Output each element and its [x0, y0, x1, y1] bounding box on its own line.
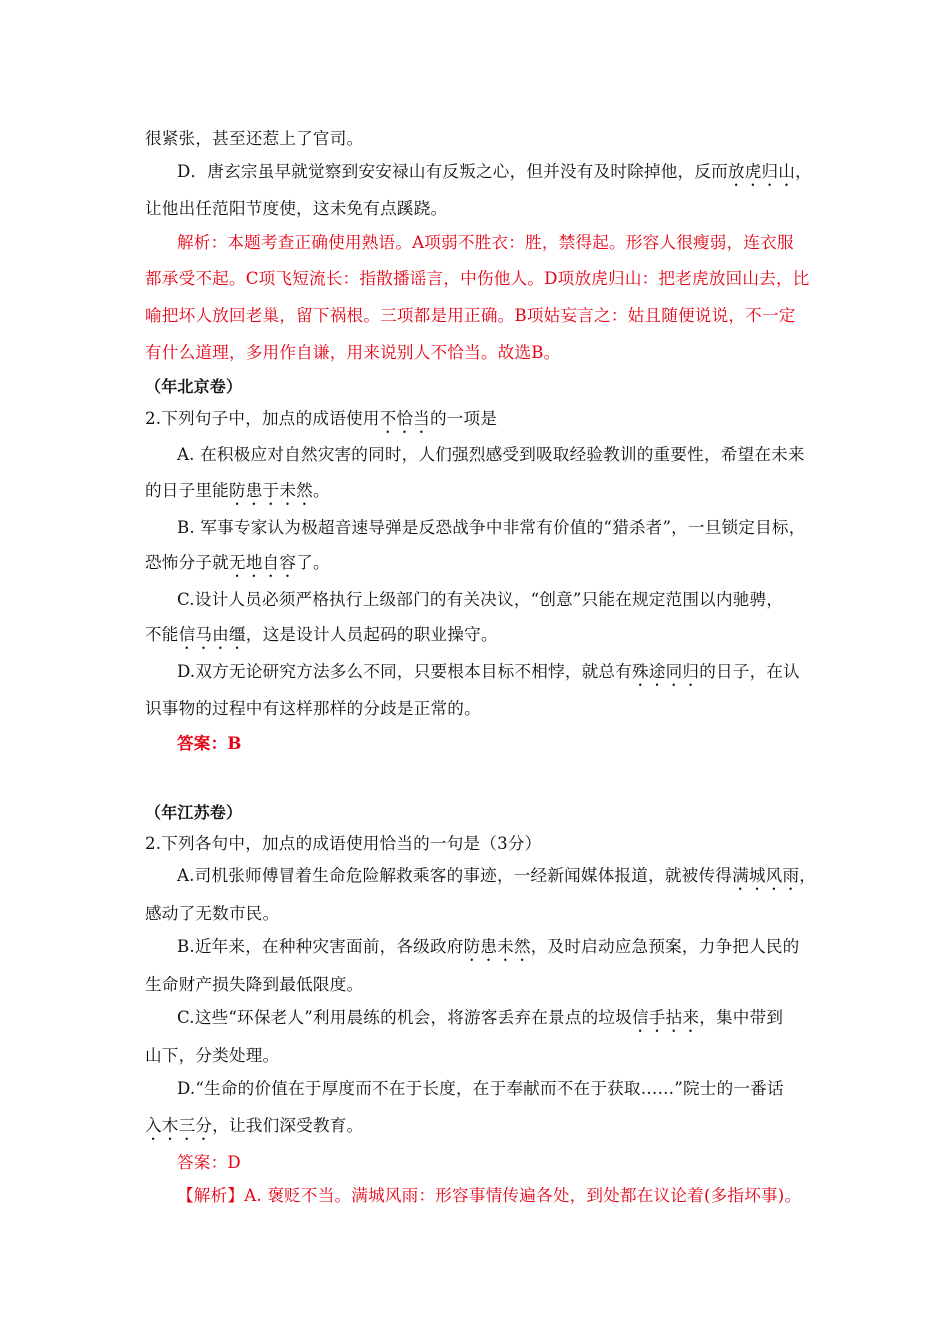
text-run: 恐怖分子就	[145, 553, 229, 572]
prev-analysis-line-1: 解析：本题考查正确使用熟语。A项弱不胜衣：胜，禁得起。形容人很瘦弱，连衣服	[177, 233, 794, 252]
text-run: ，让我们深受教育。	[212, 1116, 364, 1135]
beijing-option-d-line-2: 识事物的过程中有这样那样的分歧是正常的。	[145, 699, 481, 718]
prev-option-d-line-1	[177, 160, 812, 190]
jiangsu-question: 2.下列各句中，加点的成语使用恰当的一句是（3分）	[145, 834, 542, 853]
analysis-text: A. 褒贬不当。满城风雨：形容事情传遍各处，到处都在议论着(多指坏事)。	[244, 1186, 802, 1205]
jiangsu-option-d-line-1: D.“生命的价值在于厚度而不在于长度，在于奉献而不在于获取……”院士的一番话	[177, 1079, 784, 1098]
prev-text-line: 很紧张，甚至还惹上了官司。	[145, 129, 364, 148]
dotted-word: 不恰当	[379, 409, 430, 428]
dotted-idiom: 入木三分	[145, 1116, 213, 1135]
dotted-idiom: 信手拈来	[632, 1008, 700, 1027]
beijing-option-a-line-2	[145, 479, 330, 509]
beijing-option-c-line-2	[145, 623, 498, 653]
jiangsu-heading: （年江苏卷）	[145, 803, 243, 822]
dotted-idiom: 放虎归山	[727, 162, 796, 181]
dotted-idiom: 满城风雨	[732, 866, 800, 885]
beijing-option-d-line-1	[177, 660, 800, 690]
text-run: 了。	[296, 553, 330, 572]
prev-option-d-line-2: 让他出任范阳节度使，这未免有点蹊跷。	[145, 199, 448, 218]
prev-analysis-line-2: 都承受不起。C项飞短流长：指散播谣言，中伤他人。D项放虎归山：把老虎放回山去，比	[145, 269, 810, 288]
jiangsu-option-a-line-2: 感动了无数市民。	[145, 904, 280, 923]
jiangsu-option-c-line-1	[177, 1006, 783, 1036]
text-run: 的日子里能	[145, 481, 229, 500]
dotted-idiom: 信马由缰	[178, 625, 246, 644]
beijing-heading: （年北京卷）	[145, 377, 243, 396]
text-run: C.这些“环保老人”利用晨练的机会，将游客丢弃在景点的垃圾	[177, 1008, 632, 1027]
text-run: ，	[795, 162, 812, 181]
beijing-question	[145, 407, 497, 437]
dotted-idiom: 殊途同归	[632, 662, 700, 681]
text-run: 的一项是	[429, 409, 498, 428]
prev-analysis-line-4: 有什么道理，多用作自谦，用来说别人不恰当。故选B。	[145, 343, 561, 362]
text-run: 不能	[145, 625, 179, 644]
text-run: ，集中带到	[699, 1008, 784, 1027]
text-run: D.双方无论研究方法多么不同，只要根本目标不相悖，就总有	[177, 662, 633, 681]
dotted-idiom: 无地自容	[228, 553, 297, 572]
dotted-idiom: 防患于未然	[228, 481, 313, 500]
text-run: ，这是设计人员起码的职业操守。	[245, 625, 498, 644]
text-run: ，	[799, 866, 817, 885]
text-run: 。	[312, 481, 330, 500]
text-run: D．唐玄宗虽早就觉察到安安禄山有反叛之心，但并没有及时除掉他，反而	[177, 162, 728, 181]
jiangsu-option-a-line-1	[177, 864, 816, 894]
text-run: B.近年来，在种种灾害面前，各级政府	[177, 937, 464, 956]
beijing-option-c-line-1: C.设计人员必须严格执行上级部门的有关决议，“创意”只能在规定范围以内驰骋，	[177, 590, 784, 609]
beijing-option-b-line-1: B. 军事专家认为极超音速导弹是反恐战争中非常有价值的“猎杀者”，一旦锁定目标，	[177, 518, 806, 537]
text-run: 2.下列句子中，加点的成语使用	[145, 409, 380, 428]
jiangsu-answer: 答案：D	[177, 1153, 241, 1172]
jiangsu-option-d-line-2	[145, 1114, 363, 1144]
beijing-answer: 答案：B	[177, 733, 242, 753]
dotted-idiom: 防患未然	[463, 937, 531, 956]
analysis-tag: 【解析】	[177, 1186, 245, 1205]
jiangsu-option-c-line-2: 山下，分类处理。	[145, 1046, 280, 1065]
prev-analysis-line-3: 喻把坏人放回老巢，留下祸根。三项都是用正确。B项姑妄言之：姑且随便说说，不一定	[145, 306, 796, 325]
beijing-option-b-line-2	[145, 551, 330, 581]
text-run: A.司机张师傅冒着生命危险解救乘客的事迹，一经新闻媒体报道，就被传得	[177, 866, 733, 885]
beijing-option-a-line-1: A. 在积极应对自然灾害的同时，人们强烈感受到吸取经验教训的重要性，希望在未来	[177, 445, 805, 464]
jiangsu-option-b-line-2: 生命财产损失降到最低限度。	[145, 975, 364, 994]
text-run: ，及时启动应急预案，力争把人民的	[530, 937, 800, 956]
text-run: 的日子，在认	[699, 662, 800, 681]
jiangsu-analysis	[177, 1184, 801, 1208]
jiangsu-option-b-line-1	[177, 935, 799, 965]
